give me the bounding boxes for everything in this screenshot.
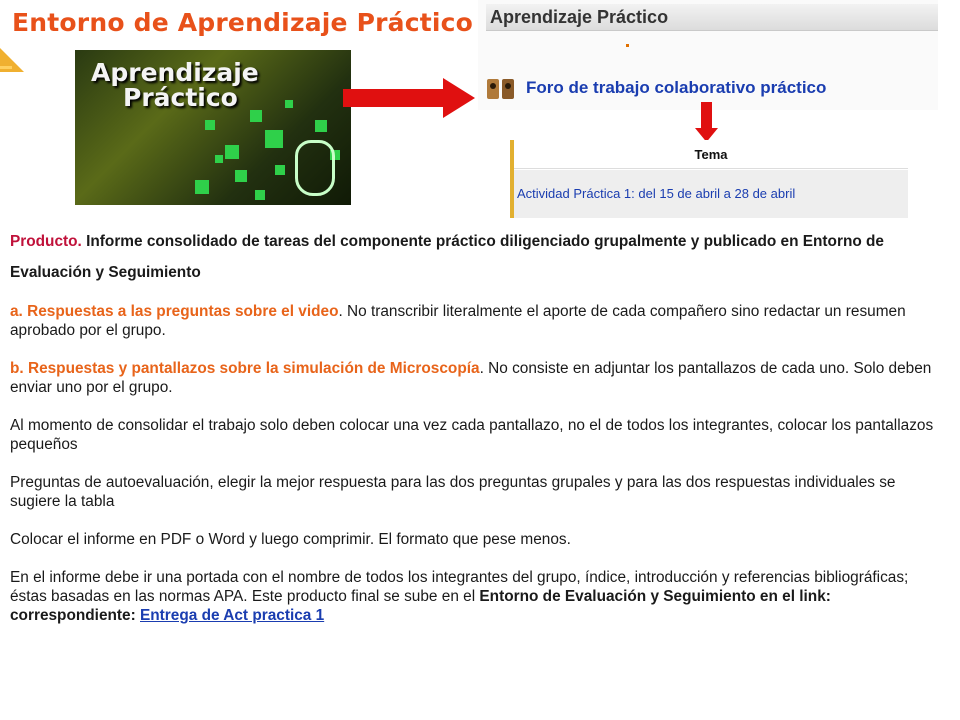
mouse-icon [295,140,335,196]
item-b-text: . No consiste en adjuntar los pantallazos de cada uno. Solo deben enviar uno por el grupo. [10,360,932,396]
product-label: Producto. [10,233,82,250]
aprendizaje-practico-image [75,50,351,205]
report-text: En el informe debe ir una portada con el nombre de todos los integrantes del grupo, índice, introducción y referencias bibliográficas; éstas basadas en las normas APA. Este producto final se sube en el [10,569,909,605]
image-title-line1: Aprendizaje [91,58,259,87]
table-row [514,170,908,218]
activity-link[interactable]: Actividad Práctica 1: del 15 de abril a 28 de abril [517,186,796,201]
table-header-tema: Tema [514,140,908,169]
paragraph-self-evaluation: Preguntas de autoevaluación, elegir la mejor respuesta para las dos preguntas grupales y para las dos respuestas individuales se sugiere la tabla [10,474,896,510]
item-a-label: a. Respuestas a las preguntas sobre el video [10,303,339,320]
forum-icon [486,77,516,101]
product-text: Informe consolidado de tareas del componente práctico diligenciado grupalmente y publicado en Entorno de Evaluación y Seguimiento [10,233,884,281]
entrega-link[interactable]: Entrega de Act practica 1 [140,607,325,624]
paragraph-report [10,568,945,625]
image-title-line2: Práctico [123,83,238,112]
decorative-stripe [0,66,12,69]
page-title: Entorno de Aprendizaje Práctico [12,8,474,37]
instructions-body [10,226,945,625]
item-a-text: . No transcribir literalmente el aporte de cada compañero sino redactar un resumen aprobado por el grupo. [10,303,906,339]
course-screenshot [478,0,938,110]
forum-link[interactable]: Foro de trabajo colaborativo práctico [526,78,827,97]
paragraph-format: Colocar el informe en PDF o Word y luego comprimir. El formato que pese menos. [10,531,571,548]
section-header-label: Aprendizaje Práctico [490,7,669,27]
arrow-down-icon [695,102,719,142]
item-b-label: b. Respuestas y pantallazos sobre la simulación de Microscopía [10,360,480,377]
arrow-right-icon [343,78,478,118]
dot-marker [626,44,629,47]
item-a [10,302,945,340]
topics-table [510,140,912,218]
item-b [10,359,945,397]
product-paragraph [10,226,945,288]
report-bold: Entorno de Evaluación y Seguimiento en el link: correspondiente: [10,588,831,624]
paragraph-screenshots: Al momento de consolidar el trabajo solo deben colocar una vez cada pantallazo, no el de todos los integrantes, colocar los pantallazos pequeños [10,417,934,453]
section-header [486,4,938,31]
